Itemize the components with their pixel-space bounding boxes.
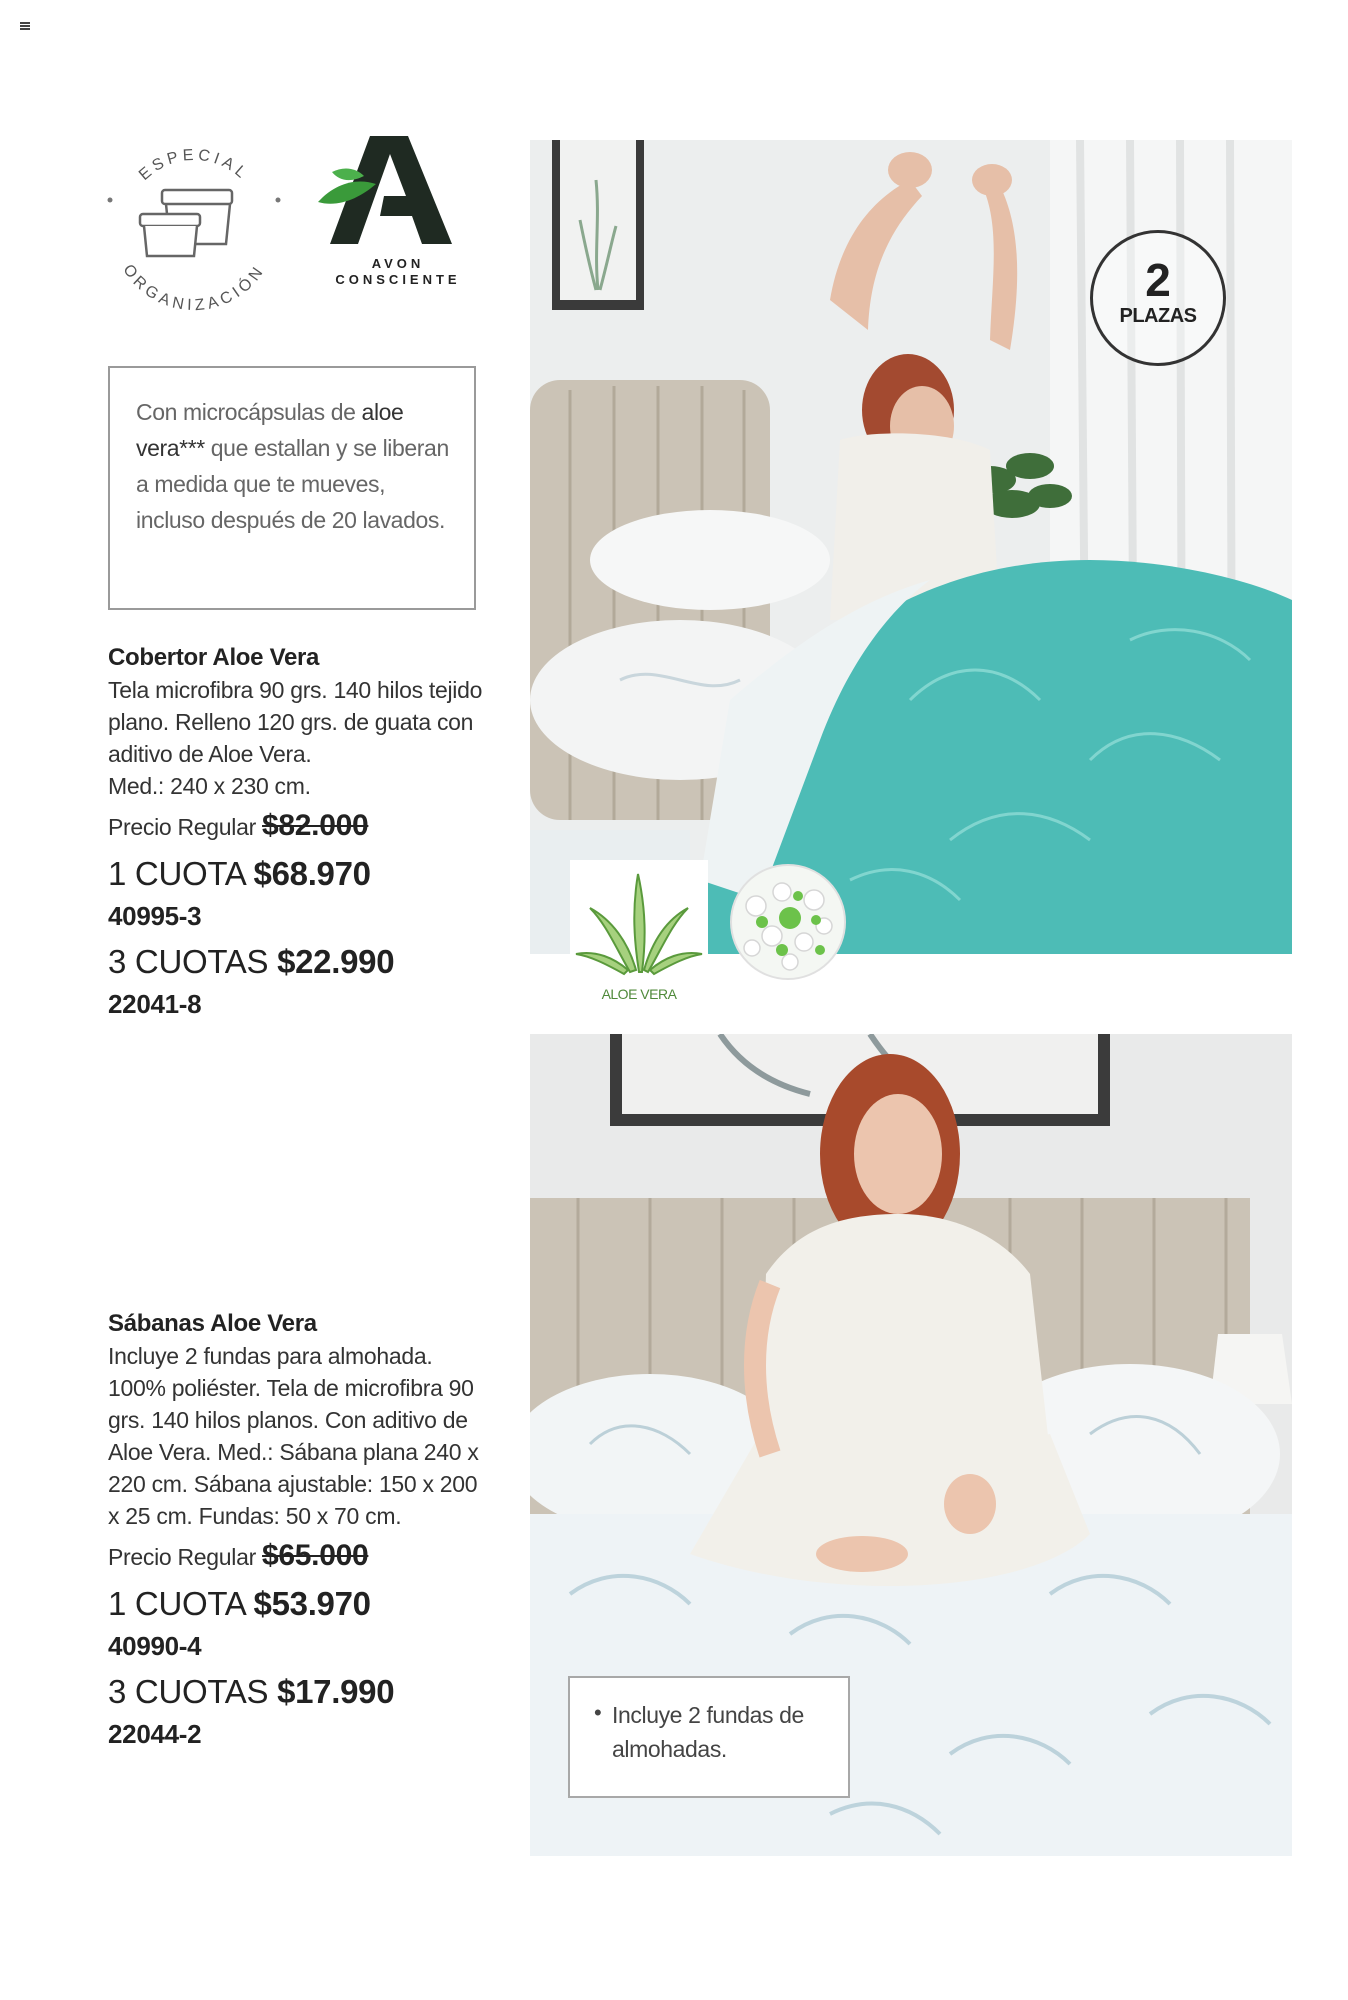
three-payment-row	[108, 1669, 488, 1715]
three-payment-price: $22.990	[277, 943, 395, 980]
one-payment-label: 1 CUOTA	[108, 1585, 245, 1622]
bullet-mark: •	[594, 1700, 602, 1725]
regular-price-label: Precio Regular	[108, 1544, 256, 1570]
regular-price-label: Precio Regular	[108, 814, 256, 840]
three-payment-code: 22041-8	[108, 989, 202, 1019]
one-payment-code: 40995-3	[108, 901, 202, 931]
one-payment-row	[108, 851, 488, 897]
three-payment-price: $17.990	[277, 1673, 395, 1710]
product-cobertor	[108, 642, 488, 1023]
aloe-info-box	[108, 366, 476, 610]
one-payment-price: $68.970	[253, 855, 371, 892]
product-measures: Med.: 240 x 230 cm.	[108, 773, 311, 799]
avon-text: AVON	[371, 256, 425, 271]
product-sabanas	[108, 1308, 488, 1753]
product-description: Incluye 2 fundas para almohada. 100% poliéster. Tela de microfibra 90 grs. 140 hilos planos. Con aditivo de Aloe Vera. Med.: Sábana plana 240 x 220 cm. Sábana ajustable: 150 x 200 x 25 cm. Fundas: 50 x 70 cm.	[108, 1343, 479, 1529]
includes-text: Incluye 2 fundas de almohadas.	[612, 1702, 804, 1762]
avon-consciente-logo	[318, 132, 478, 302]
aloe-plant-icon	[570, 860, 708, 986]
microcapsules-icon	[730, 864, 846, 980]
plazas-number: 2	[1145, 254, 1171, 306]
especial-organizacion-badge	[104, 128, 284, 328]
svg-text:ORGANIZACIÓN	[119, 262, 268, 315]
one-payment-code: 40990-4	[108, 1631, 202, 1661]
regular-price-row	[108, 806, 488, 847]
regular-price-value: $65.000	[262, 1539, 369, 1572]
svg-text:ESPECIAL	[136, 147, 252, 184]
regular-price-row	[108, 1536, 488, 1577]
aloe-info-text	[136, 394, 454, 538]
info-text-highlight: aloe vera***	[136, 399, 404, 461]
consciente-text: CONSCIENTE	[335, 272, 461, 287]
three-payment-label: 3 CUOTAS	[108, 1673, 269, 1710]
product-description: Tela microfibra 90 grs. 140 hilos tejido plano. Relleno 120 grs. de guata con aditivo de Aloe Vera.	[108, 677, 483, 767]
dos-plazas-badge	[1090, 230, 1226, 366]
three-payment-row	[108, 939, 488, 985]
info-text-part1: Con microcápsulas de	[136, 399, 362, 425]
info-text-part2: que estallan y se liberan a medida que te mueves, incluso después de 20 lavados.	[136, 435, 449, 533]
one-payment-price: $53.970	[253, 1585, 371, 1622]
one-payment-row	[108, 1581, 488, 1627]
includes-pillowcases-box	[568, 1676, 850, 1798]
avon-a-leaf-icon	[318, 132, 478, 252]
one-payment-label: 1 CUOTA	[108, 855, 245, 892]
organizacion-text: ORGANIZACIÓN	[119, 261, 269, 315]
aloe-vera-tag	[570, 860, 708, 1020]
product-title: Sábanas Aloe Vera	[108, 1310, 317, 1337]
product-title: Cobertor Aloe Vera	[108, 644, 320, 671]
especial-text: ESPECIAL	[135, 146, 253, 184]
three-payment-code: 22044-2	[108, 1719, 202, 1749]
three-payment-label: 3 CUOTAS	[108, 943, 269, 980]
aloe-vera-caption: ALOE VERA	[601, 986, 677, 1002]
menu-icon[interactable]	[20, 22, 30, 30]
plazas-label: PLAZAS	[1119, 305, 1197, 327]
regular-price-value: $82.000	[262, 809, 369, 842]
storage-boxes-icon	[140, 190, 232, 256]
